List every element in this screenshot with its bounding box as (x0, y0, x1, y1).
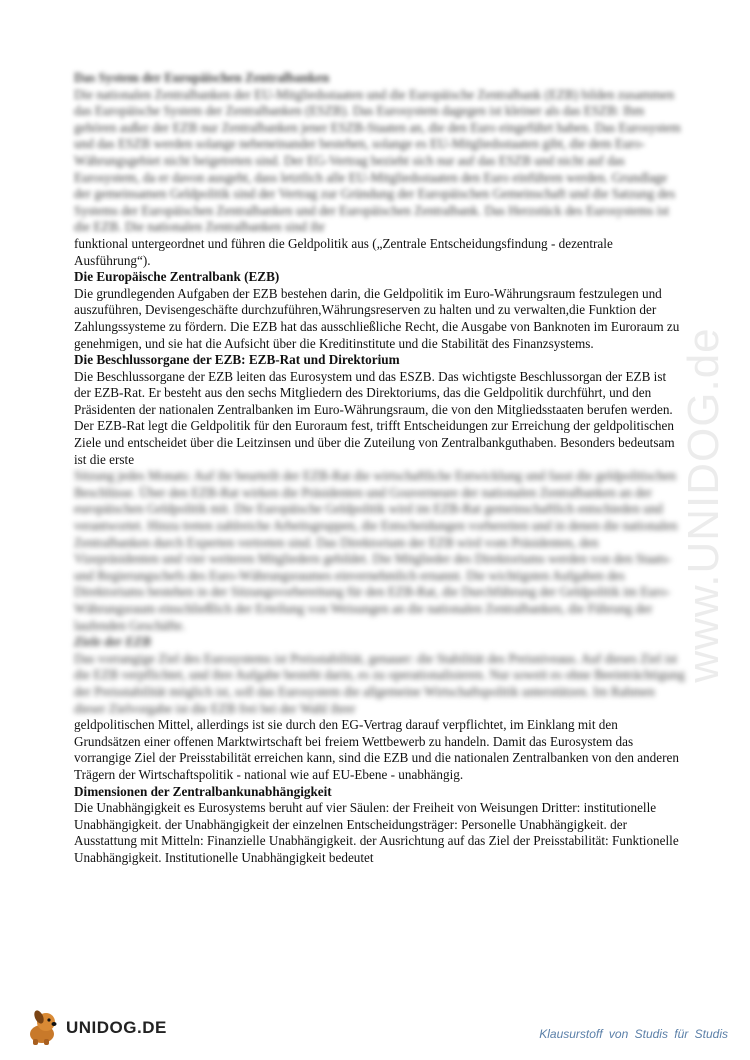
paragraph-independence: Die Unabhängigkeit es Eurosystems beruht auf vier Säulen: der Freiheit von Weisungen Dritter: institutionelle Unabhängigkeit. der Unabhängigkeit der einzelnen Entscheidungsträger: Personelle Unabhängigkeit. der Ausstattung mit Mitteln: Finanzielle Unabhängigkeit. der Ausrichtung auf das Ziel der Preisstabilität: Funktionelle Unabhängigkeit. Institutionelle Unabhängigkeit bedeutet (74, 800, 679, 865)
blurred-paragraph: Sitzung jedes Monats: Auf ihr beurteilt der EZB-Rat die wirtschaftliche Entwicklung und fasst die geldpolitischen Beschlüsse. Über den EZB-Rat wirken die Präsidenten und Gouverneure der nationalen Zentralbanken an der europäischen Geldpolitik mit. Die Europäische Geldpolitik wird im EZB-Rat gemeinschaftlich entschieden und verantwortet. Hinzu treten zahlreiche Arbeitsgruppen, die Entscheidungen vorbereiten und in denen die nationalen Zentralbanken durch Experten vertreten sind. Das Direktorium der EZB wird vom Präsidenten, den Vizepräsidenten und vier weiteren Mitgliedern gebildet. Die Mitglieder des Direktoriums werden von den Staats- und Regierungschefs des Euro-Währungsraumes einvernehmlich ernannt. Die wichtigsten Aufgaben des Direktoriums bestehen in der Sitzungsvorbereitung für den EZB-Rat, die Durchführung der Geldpolitik im Euro-Währungsraum einschließlich der Erteilung von Weisungen an die nationalen Zentralbanken, die Führung der laufenden Geschäfte. (74, 468, 678, 633)
document-body (74, 70, 686, 867)
footer-tagline: Klausurstoff von Studis für Studis (539, 1027, 728, 1041)
unidog-logo (24, 1005, 194, 1051)
heading-independence: Dimensionen der Zentralbankunabhängigkeit (74, 783, 332, 799)
paragraph-ezb-tasks: Die grundlegenden Aufgaben der EZB bestehen darin, die Geldpolitik im Euro-Währungsraum festzulegen und auszuführen, Devisengeschäfte durchzuführen,Währungsreserven zu halten und zu verwalten,die Funktion der Zahlungssysteme zu fördern. Die EZB hat das ausschließliche Recht, die Ausgabe von Banknoten im Euroraum zu genehmigen, und sie hat die Aufsicht über die Kreditinstitute und die Stabilität des Finanzsystems. (74, 285, 680, 351)
logo-wordmark: UNIDOG.DE (66, 1018, 167, 1037)
paragraph-goals: geldpolitischen Mittel, allerdings ist sie durch den EG-Vertrag darauf verpflichtet, im Einklang mit den Grundsätzen einer offenen Marktwirtschaft bei freiem Wettbewerb zu handeln. Damit das Eurosystem das vorrangige Ziel der Preisstabilität erreichen kann, sind die EZB und die nationalen Zentralbanken von den anderen Trägern der Wirtschaftspolitik - national wie auf EU-Ebene - unabhängig. (74, 717, 679, 782)
dog-mascot-icon (24, 1008, 64, 1048)
watermark-text: www.UNIDOG.de (679, 327, 728, 683)
heading-decision-bodies: Die Beschlussorgane der EZB: EZB-Rat und Direktorium (74, 352, 400, 368)
blurred-paragraph: Die nationalen Zentralbanken der EU-Mitgliedsstaaten und die Europäische Zentralbank (EZB) bilden zusammen das Europäische System der Zentralbanken (ESZB). Das Eurosystem dagegen ist kleiner als das ESZB: Ihm gehören außer der EZB nur Zentralbanken jener ESZB-Staaten an, die den Euro eingeführt haben. Das Eurosystem und das ESZB werden solange nebeneinander bestehen, solange es EU-Mitgliedsstaaten gibt, die dem Euro-Währungsgebiet nicht beigetreten sind. Der EG-Vertrag bezieht sich nur auf das ESZB und nicht auf das Eurosystem, da er davon ausgeht, dass letztlich alle EU-Mitgliedsstaaten den Euro einführen werden. Grundlage der gemeinsamen Geldpolitik sind der Vertrag zur Gründung der Europäischen Gemeinschaft und die Satzung des Systems der Europäischen Zentralbanken und der Europäischen Zentralbank. Das Herzstück des Eurosystems ist die EZB. Die nationalen Zentralbanken sind ihr (74, 86, 681, 235)
blurred-section-heading: Ziele der EZB (74, 634, 151, 650)
blurred-section-heading: Das System der Europäischen Zentralbanken (74, 70, 330, 85)
paragraph-decision-bodies: Die Beschlussorgane der EZB leiten das Eurosystem und das ESZB. Das wichtigste Beschlussorgan der EZB ist der EZB-Rat. Er besteht aus den sechs Mitgliedern des Direktoriums, das die Geldpolitik durchführt, und den Präsidenten der nationalen Zentralbanken im Euro-Währungsraum, die von den Mitgliedsstaaten berufen werden. Der EZB-Rat legt die Geldpolitik für den Euroraum fest, trifft Entscheidungen zur Erreichung der geldpolitischen Ziele und entscheidet über die Leitzinsen und über die Zuteilung von Zentralbankguthaben. Besonders bedeutsam ist die erste (74, 368, 675, 467)
paragraph-decentral-execution: funktional untergeordnet und führen die Geldpolitik aus („Zentrale Entscheidungsfindung - dezentrale Ausführung“). (74, 235, 613, 268)
heading-ezb: Die Europäische Zentralbank (EZB) (74, 269, 280, 285)
blurred-paragraph: Das vorrangige Ziel des Eurosystems ist Preisstabilität, genauer: die Stabilität des Preisniveaus. Auf dieses Ziel ist die EZB verpflichtet, und ihre Aufgabe besteht darin, es zu operationalisieren. Nur soweit es ohne Beeinträchtigung der Preisstabilität möglich ist, soll das Eurosystem die allgemeine Wirtschaftspolitik unterstützen. Im Rahmen dieser Zielvorgabe ist die EZB frei bei der Wahl ihrer (74, 650, 685, 716)
